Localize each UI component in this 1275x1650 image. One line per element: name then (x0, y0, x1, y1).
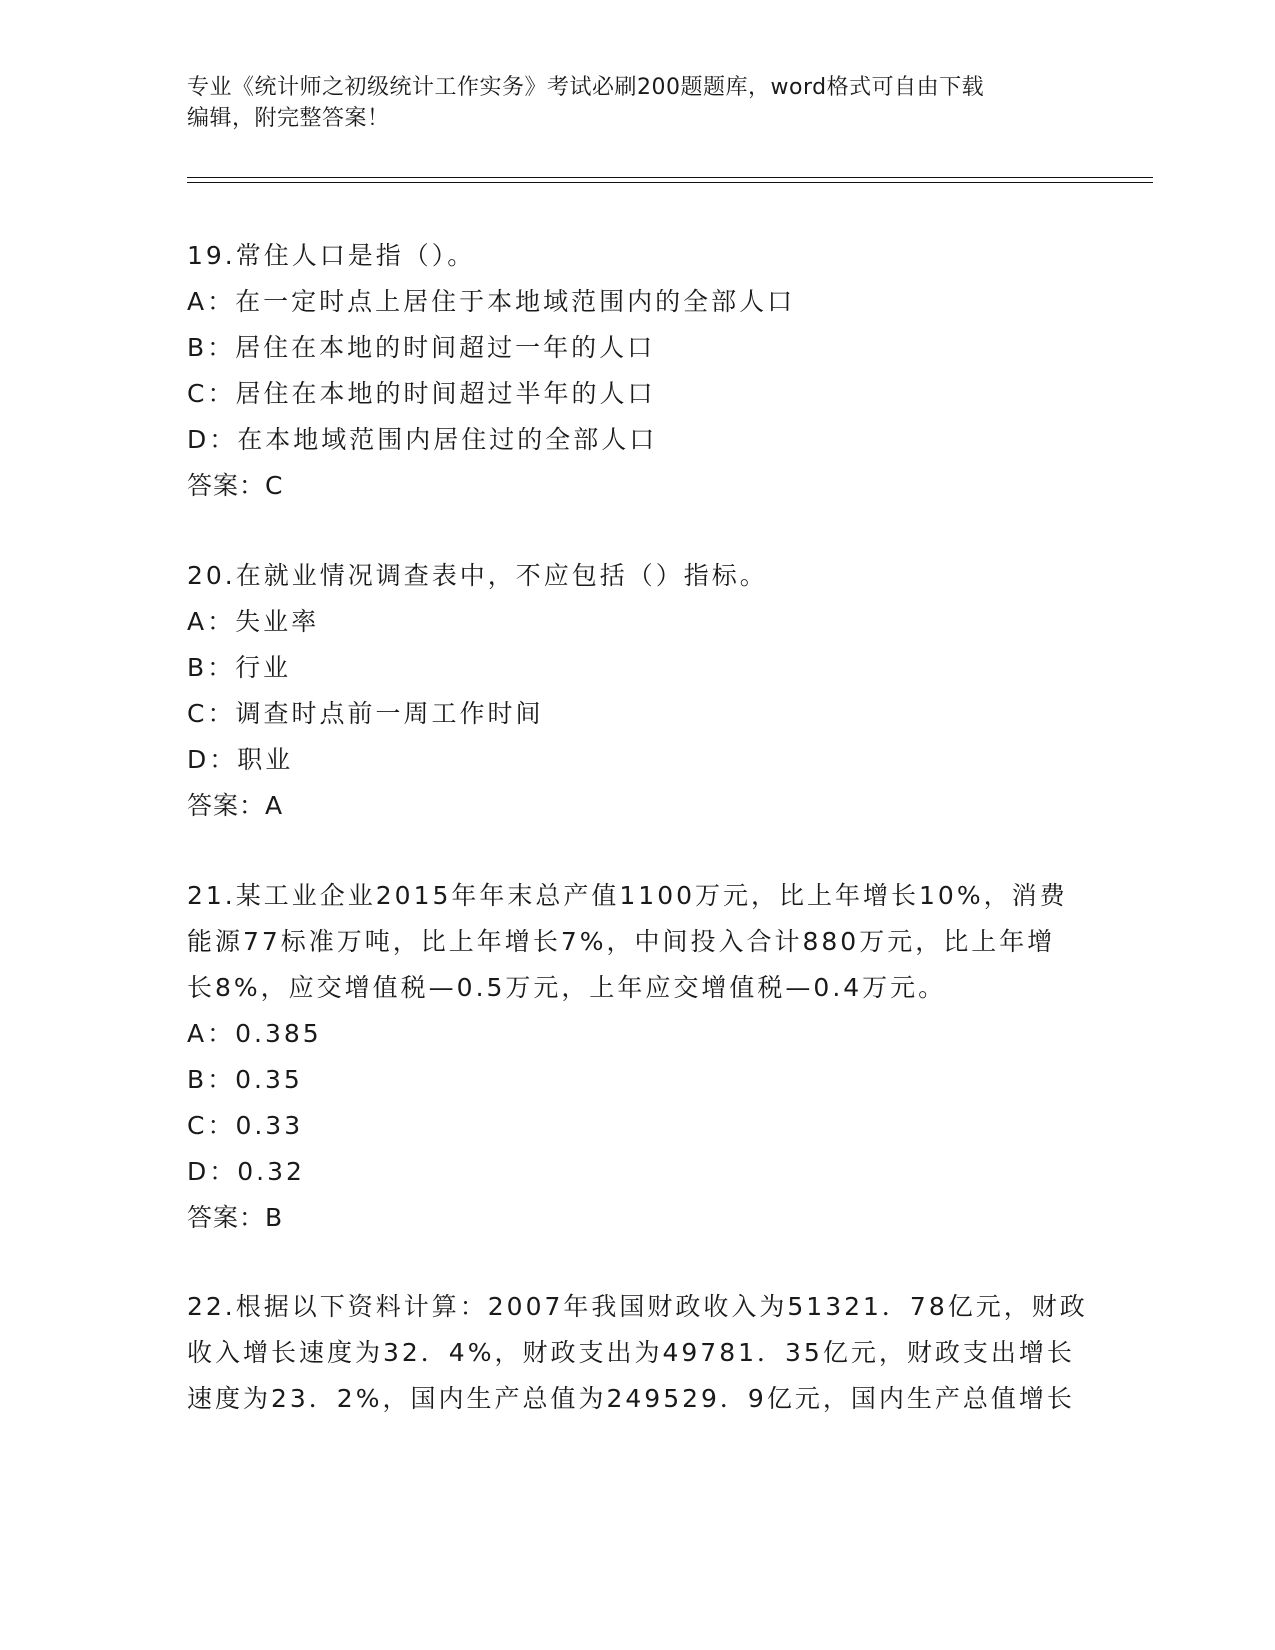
question-stem-line-2: 能源77标准万吨，比上年增长7%，中间投入合计880万元，比上年增 (187, 927, 1056, 956)
question-20 (187, 553, 1087, 829)
answer-line: 答案：C (187, 471, 284, 500)
document-header (187, 72, 1087, 134)
question-stem-line-3: 速度为23．2%，国内生产总值为249529．9亿元，国内生产总值增长 (187, 1384, 1075, 1413)
header-divider-bottom (187, 182, 1153, 183)
option-b: B：居住在本地的时间超过一年的人口 (187, 333, 656, 362)
option-a: A：0.385 (187, 1019, 322, 1048)
answer-line: 答案：B (187, 1203, 284, 1232)
header-divider-top (187, 177, 1153, 178)
option-a: A：在一定时点上居住于本地域范围内的全部人口 (187, 287, 796, 316)
question-21 (187, 873, 1087, 1241)
option-d: D：在本地域范围内居住过的全部人口 (187, 425, 658, 454)
option-a: A：失业率 (187, 607, 320, 636)
option-b: B：0.35 (187, 1065, 303, 1094)
option-c: C：调查时点前一周工作时间 (187, 699, 544, 728)
question-stem-line-3: 长8%，应交增值税—0.5万元，上年应交增值税—0.4万元。 (187, 973, 947, 1002)
question-stem-line-1: 21.某工业企业2015年年末总产值1100万元，比上年增长10%，消费 (187, 881, 1068, 910)
question-19 (187, 233, 1087, 509)
header-line-1: 专业《统计师之初级统计工作实务》考试必刷200题题库，word格式可自由下载 (187, 75, 985, 100)
option-c: C：居住在本地的时间超过半年的人口 (187, 379, 656, 408)
question-22 (187, 1284, 1087, 1422)
question-stem-line-2: 收入增长速度为32．4%，财政支出为49781．35亿元，财政支出增长 (187, 1338, 1075, 1367)
answer-line: 答案：A (187, 791, 284, 820)
question-stem-line-1: 22.根据以下资料计算：2007年我国财政收入为51321．78亿元，财政 (187, 1292, 1088, 1321)
option-d: D：职业 (187, 745, 294, 774)
option-b: B：行业 (187, 653, 292, 682)
option-d: D：0.32 (187, 1157, 305, 1186)
question-stem: 19.常住人口是指（）。 (187, 241, 476, 270)
header-line-2: 编辑，附完整答案！ (187, 106, 390, 131)
option-c: C：0.33 (187, 1111, 304, 1140)
question-stem: 20.在就业情况调查表中，不应包括（）指标。 (187, 561, 768, 590)
